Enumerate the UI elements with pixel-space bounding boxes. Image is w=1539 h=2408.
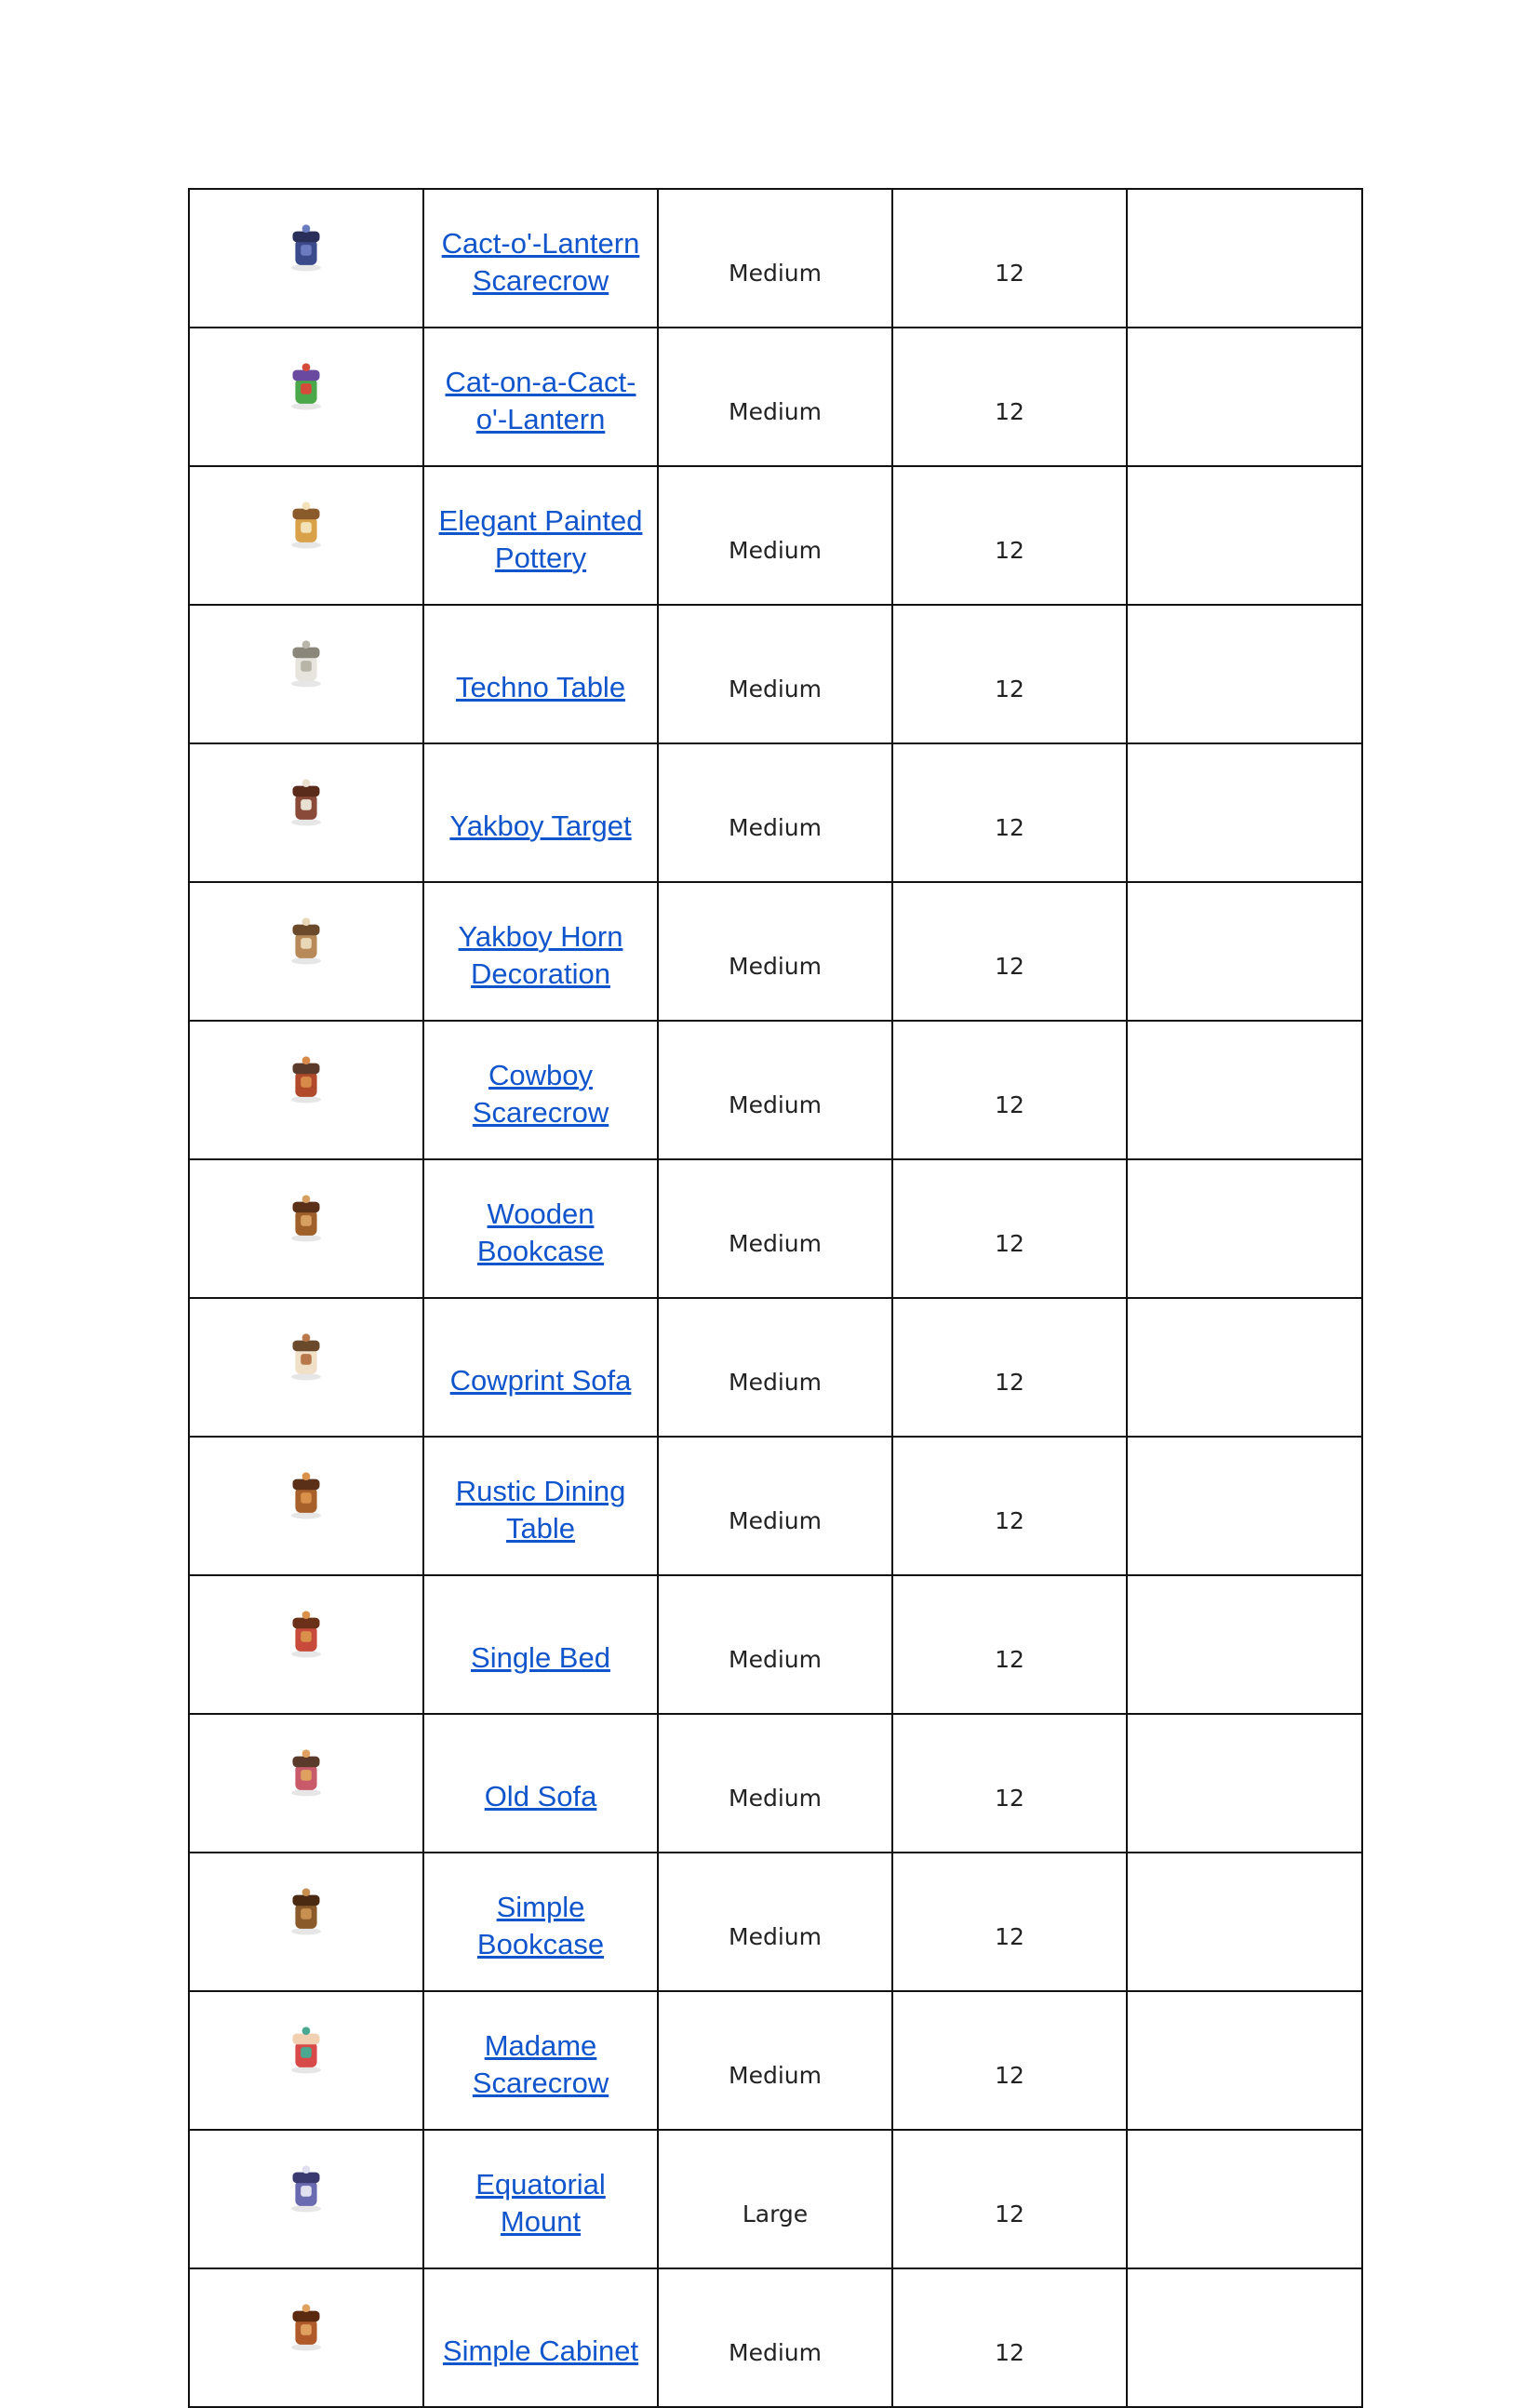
item-size-cell (658, 1714, 892, 1853)
table-row (189, 189, 1362, 328)
cabinet-icon (279, 2300, 333, 2354)
horn-icon (279, 914, 333, 968)
items-table (188, 188, 1363, 2408)
item-quantity-cell (892, 1298, 1127, 1437)
item-quantity-cell (892, 1853, 1127, 1991)
item-quantity: 12 (995, 537, 1024, 564)
item-icon-cell (189, 882, 423, 1021)
item-icon-cell (189, 1298, 423, 1437)
item-extra-cell (1127, 882, 1362, 1021)
item-extra-cell (1127, 1021, 1362, 1159)
item-name-link[interactable]: Yakboy Horn Decoration (458, 919, 623, 990)
item-extra-cell (1127, 1298, 1362, 1437)
table-row (189, 1575, 1362, 1714)
sofa-icon (279, 1330, 333, 1384)
table-row (189, 1021, 1362, 1159)
item-icon-cell (189, 1437, 423, 1575)
cat-lantern-icon (279, 359, 333, 413)
item-quantity: 12 (995, 1785, 1024, 1812)
shelf-icon (279, 1884, 333, 1938)
table-row (189, 1159, 1362, 1298)
item-quantity-cell (892, 605, 1127, 743)
table-row (189, 1853, 1362, 1991)
pottery-icon (279, 498, 333, 552)
item-quantity-cell (892, 189, 1127, 328)
bed-icon (279, 1607, 333, 1661)
item-icon-cell (189, 1853, 423, 1991)
item-extra-cell (1127, 1853, 1362, 1991)
item-quantity: 12 (995, 1507, 1024, 1534)
cowboy-scarecrow-icon (279, 1052, 333, 1106)
item-name-link[interactable]: Wooden Bookcase (476, 1197, 605, 1267)
item-quantity: 12 (995, 2062, 1024, 2089)
table-row (189, 1714, 1362, 1853)
item-quantity: 12 (995, 1923, 1024, 1950)
item-name-link[interactable]: Elegant Painted Pottery (438, 503, 643, 574)
item-quantity: 12 (995, 814, 1024, 841)
item-quantity-cell (892, 1437, 1127, 1575)
item-size-cell (658, 328, 892, 466)
item-size: Medium (729, 1923, 822, 1950)
item-name-cell (423, 2130, 658, 2268)
item-icon-cell (189, 2268, 423, 2407)
item-icon-cell (189, 2130, 423, 2268)
item-size-cell (658, 605, 892, 743)
item-quantity-cell (892, 328, 1127, 466)
item-quantity-cell (892, 1159, 1127, 1298)
item-name-link[interactable]: Rustic Dining Table (455, 1474, 626, 1545)
item-name-cell (423, 1991, 658, 2130)
item-size: Medium (729, 1230, 822, 1257)
item-name-cell (423, 1298, 658, 1437)
item-size-cell (658, 743, 892, 882)
item-name-cell (423, 1714, 658, 1853)
item-extra-cell (1127, 1437, 1362, 1575)
item-quantity-cell (892, 1714, 1127, 1853)
table-row (189, 2268, 1362, 2407)
item-quantity-cell (892, 1021, 1127, 1159)
table-icon (279, 636, 333, 690)
item-size-cell (658, 1437, 892, 1575)
item-quantity-cell (892, 2268, 1127, 2407)
item-icon-cell (189, 328, 423, 466)
item-size: Medium (729, 953, 822, 980)
item-name-cell (423, 605, 658, 743)
item-icon-cell (189, 466, 423, 605)
item-size: Medium (729, 537, 822, 564)
item-name-cell (423, 1853, 658, 1991)
item-icon-cell (189, 1575, 423, 1714)
item-name-cell (423, 1437, 658, 1575)
item-extra-cell (1127, 2268, 1362, 2407)
item-size: Medium (729, 1785, 822, 1812)
item-icon-cell (189, 743, 423, 882)
item-extra-cell (1127, 2130, 1362, 2268)
table-row (189, 882, 1362, 1021)
bookcase-icon (279, 1191, 333, 1245)
item-size-cell (658, 2268, 892, 2407)
item-quantity: 12 (995, 676, 1024, 702)
item-icon-cell (189, 1714, 423, 1853)
item-name-cell (423, 1021, 658, 1159)
item-icon-cell (189, 1159, 423, 1298)
item-size: Medium (729, 260, 822, 287)
item-extra-cell (1127, 1991, 1362, 2130)
table-row (189, 2130, 1362, 2268)
item-name-link[interactable]: Old Sofa (484, 1779, 597, 1813)
item-size-cell (658, 1853, 892, 1991)
item-name-cell (423, 1575, 658, 1714)
old-sofa-icon (279, 1746, 333, 1799)
table-row (189, 466, 1362, 605)
item-size-cell (658, 2130, 892, 2268)
item-quantity-cell (892, 1991, 1127, 2130)
item-size-cell (658, 1021, 892, 1159)
item-quantity: 12 (995, 1230, 1024, 1257)
item-size: Medium (729, 1369, 822, 1396)
item-quantity: 12 (995, 1091, 1024, 1118)
item-name-cell (423, 743, 658, 882)
item-extra-cell (1127, 189, 1362, 328)
table-row (189, 743, 1362, 882)
item-name-link[interactable]: Techno Table (455, 670, 626, 703)
item-name-cell (423, 882, 658, 1021)
item-size: Medium (729, 1646, 822, 1673)
item-name-link[interactable]: Single Bed (471, 1640, 610, 1674)
item-quantity-cell (892, 882, 1127, 1021)
items-table-body (189, 189, 1362, 2407)
item-size-cell (658, 1298, 892, 1437)
table-row (189, 605, 1362, 743)
item-size-cell (658, 1159, 892, 1298)
item-name-link[interactable]: Cat-on-a-Cact-o'-Lantern (445, 365, 636, 435)
item-size-cell (658, 1575, 892, 1714)
item-name-link[interactable]: Cact-o'-Lantern Scarecrow (441, 226, 640, 297)
item-quantity-cell (892, 2130, 1127, 2268)
item-size: Medium (729, 676, 822, 702)
scarecrow-icon (279, 221, 333, 274)
item-size: Large (742, 2201, 809, 2227)
item-name-link[interactable]: Madame Scarecrow (472, 2028, 609, 2099)
item-size: Medium (729, 1091, 822, 1118)
item-name-cell (423, 1159, 658, 1298)
item-size: Medium (729, 2062, 822, 2089)
item-name-link[interactable]: Equatorial Mount (475, 2167, 606, 2238)
item-size: Medium (729, 2339, 822, 2366)
item-name-link[interactable]: Cowprint Sofa (449, 1363, 632, 1397)
item-quantity: 12 (995, 2339, 1024, 2366)
item-size: Medium (729, 814, 822, 841)
item-name-link[interactable]: Simple Cabinet (442, 2334, 639, 2367)
item-icon-cell (189, 605, 423, 743)
item-extra-cell (1127, 1575, 1362, 1714)
item-quantity: 12 (995, 1369, 1024, 1396)
item-quantity: 12 (995, 398, 1024, 425)
item-icon-cell (189, 1021, 423, 1159)
madame-scarecrow-icon (279, 2023, 333, 2077)
item-name-cell (423, 2268, 658, 2407)
item-size-cell (658, 1991, 892, 2130)
item-quantity-cell (892, 466, 1127, 605)
item-quantity-cell (892, 743, 1127, 882)
dining-table-icon (279, 1468, 333, 1522)
item-name-cell (423, 328, 658, 466)
item-extra-cell (1127, 1159, 1362, 1298)
table-row (189, 1298, 1362, 1437)
item-extra-cell (1127, 466, 1362, 605)
item-size-cell (658, 882, 892, 1021)
table-row (189, 1437, 1362, 1575)
table-row (189, 1991, 1362, 2130)
item-size-cell (658, 466, 892, 605)
item-name-cell (423, 189, 658, 328)
item-quantity-cell (892, 1575, 1127, 1714)
target-icon (279, 775, 333, 829)
item-name-link[interactable]: Yakboy Target (449, 809, 632, 842)
item-quantity: 12 (995, 260, 1024, 287)
item-name-link[interactable]: Cowboy Scarecrow (472, 1058, 609, 1129)
table-row (189, 328, 1362, 466)
item-quantity: 12 (995, 2201, 1024, 2227)
item-extra-cell (1127, 743, 1362, 882)
item-quantity: 12 (995, 1646, 1024, 1673)
item-icon-cell (189, 1991, 423, 2130)
telescope-icon (279, 2161, 333, 2215)
item-size-cell (658, 189, 892, 328)
item-name-link[interactable]: Simple Bookcase (476, 1890, 605, 1960)
item-extra-cell (1127, 1714, 1362, 1853)
item-size: Medium (729, 1507, 822, 1534)
item-size: Medium (729, 398, 822, 425)
item-quantity: 12 (995, 953, 1024, 980)
item-extra-cell (1127, 605, 1362, 743)
item-extra-cell (1127, 328, 1362, 466)
item-name-cell (423, 466, 658, 605)
item-icon-cell (189, 189, 423, 328)
